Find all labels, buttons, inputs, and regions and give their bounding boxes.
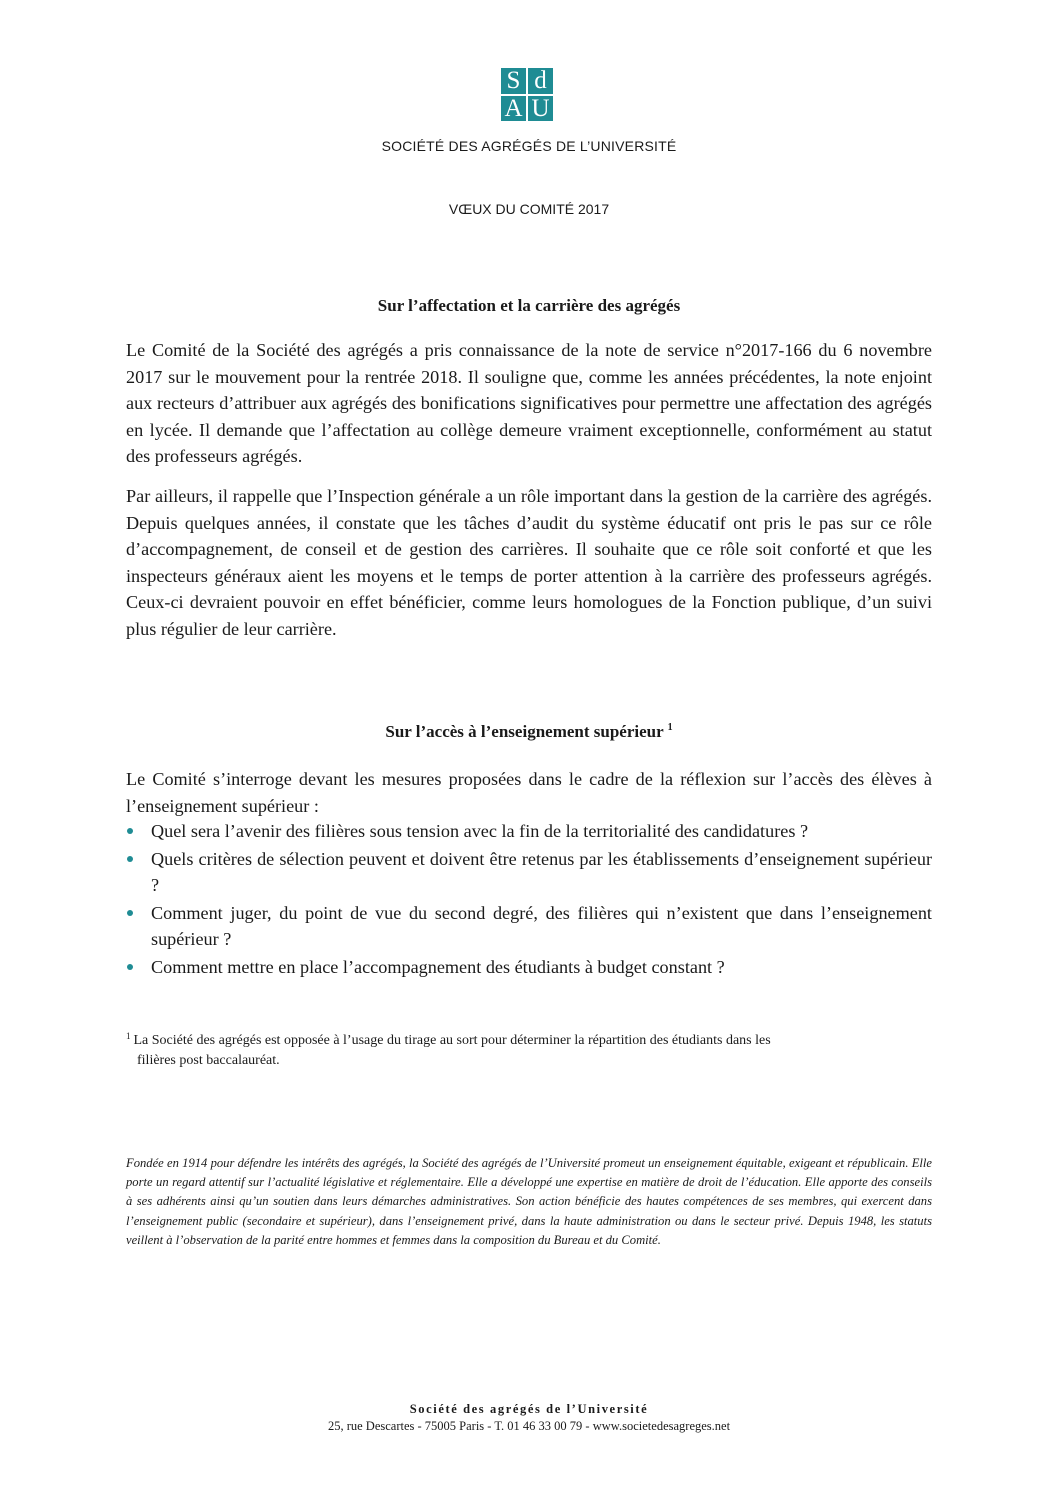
- bullet-icon: [127, 856, 133, 862]
- footnote-text: La Société des agrégés est opposée à l’usage du tirage au sort pour déterminer la répartition des étudiants dans les: [133, 1033, 771, 1048]
- section-heading-affectation: Sur l’affectation et la carrière des agrégés: [377, 296, 681, 315]
- organization-name: SOCIÉTÉ DES AGRÉGÉS DE L’UNIVERSITÉ: [381, 138, 677, 154]
- document-title: VŒUX DU COMITÉ 2017: [448, 201, 610, 217]
- logo-letter-d: d: [528, 68, 553, 94]
- list-item-text: Comment mettre en place l’accompagnement des étudiants à budget constant ?: [151, 956, 725, 977]
- list-item: [126, 846, 932, 899]
- footnote-continuation: filières post baccalauréat.: [137, 1053, 280, 1068]
- footer-organization-name: Société des agrégés de l’Université: [409, 1402, 649, 1416]
- section-heading-text: Sur l’accès à l’enseignement supérieur: [385, 722, 664, 741]
- footnote: [126, 1026, 932, 1071]
- list-item: [126, 818, 932, 845]
- bullet-icon: [127, 910, 133, 916]
- footnote-line: [126, 1026, 932, 1051]
- about-society-text: Fondée en 1914 pour défendre les intérêts des agrégés, la Société des agrégés de l’Université promeut un enseignement équitable, exigeant et républicain. Elle porte un regard attentif sur l’actualité législative et réglementaire. Elle a développé une expertise en matière de droit de l’éducation. Elle apporte des conseils à ses adhérents ainsi qu’un soutien dans leurs démarches administratives. Son action bénéficie des hautes compétences de ses membres, qui exercent dans l’enseignement public (secondaire et supérieur), dans l’enseignement privé, dans la haute administration ou dans le secteur privé. Depuis 1948, les statuts veillent à l’observation de la parité entre hommes et femmes dans la composition du Bureau et du Comité.: [126, 1156, 932, 1247]
- footnote-reference[interactable]: 1: [667, 722, 673, 733]
- list-item-text: Quel sera l’avenir des filières sous tension avec la fin de la territorialité des candidatures ?: [151, 821, 809, 841]
- section-heading-enseignement-superieur: [0, 722, 1058, 742]
- footer-address: 25, rue Descartes - 75005 Paris - T. 01 46 33 00 79 - www.societedesagreges.net: [327, 1419, 731, 1433]
- bullet-icon: [127, 828, 133, 834]
- list-item: [126, 954, 932, 981]
- paragraph-intro-questions: Le Comité s’interroge devant les mesures proposées dans le cadre de la réflexion sur l’accès des élèves à l’enseignement supérieur :: [126, 769, 932, 816]
- paragraph-affectation: Le Comité de la Société des agrégés a pris connaissance de la note de service n°2017-166 du 6 novembre 2017 sur le mouvement pour la rentrée 2018. Il souligne que, comme les années précédentes, la note enjoint aux recteurs d’attribuer aux agrégés des bonifications significatives pour permettre une affectation des agrégés en lycée. Il demande que l’affectation au collège demeure vraiment exceptionnelle, conformément au statut des professeurs agrégés.: [126, 340, 932, 466]
- logo-letter-s: S: [501, 68, 526, 94]
- footnote-marker: 1: [126, 1031, 131, 1041]
- sdau-logo: [501, 68, 553, 121]
- bullet-icon: [127, 964, 133, 970]
- logo-letter-u: U: [528, 96, 553, 122]
- paragraph-inspection: Par ailleurs, il rappelle que l’Inspection générale a un rôle important dans la gestion de la carrière des agrégés. Depuis quelques années, il constate que les tâches d’audit du système éducatif ont pris le pas sur ce rôle d’accompagnement, de conseil et de gestion des carrières. Il souhaite que ce rôle soit conforté et que les inspecteurs généraux aient les moyens et le temps de porter attention à la carrière des professeurs agrégés. Ceux-ci devraient pouvoir en effet bénéficier, comme leurs homologues de la Fonction publique, d’un suivi plus régulier de leur carrière.: [126, 486, 932, 639]
- list-item-text: Quels critères de sélection peuvent et doivent être retenus par les établissements d’enseignement supérieur ?: [151, 848, 932, 895]
- question-list: [126, 818, 932, 981]
- list-item-text: Comment juger, du point de vue du second degré, des filières qui n’existent que dans l’enseignement supérieur ?: [151, 902, 932, 949]
- logo-letter-a: A: [501, 96, 526, 122]
- list-item: [126, 900, 932, 953]
